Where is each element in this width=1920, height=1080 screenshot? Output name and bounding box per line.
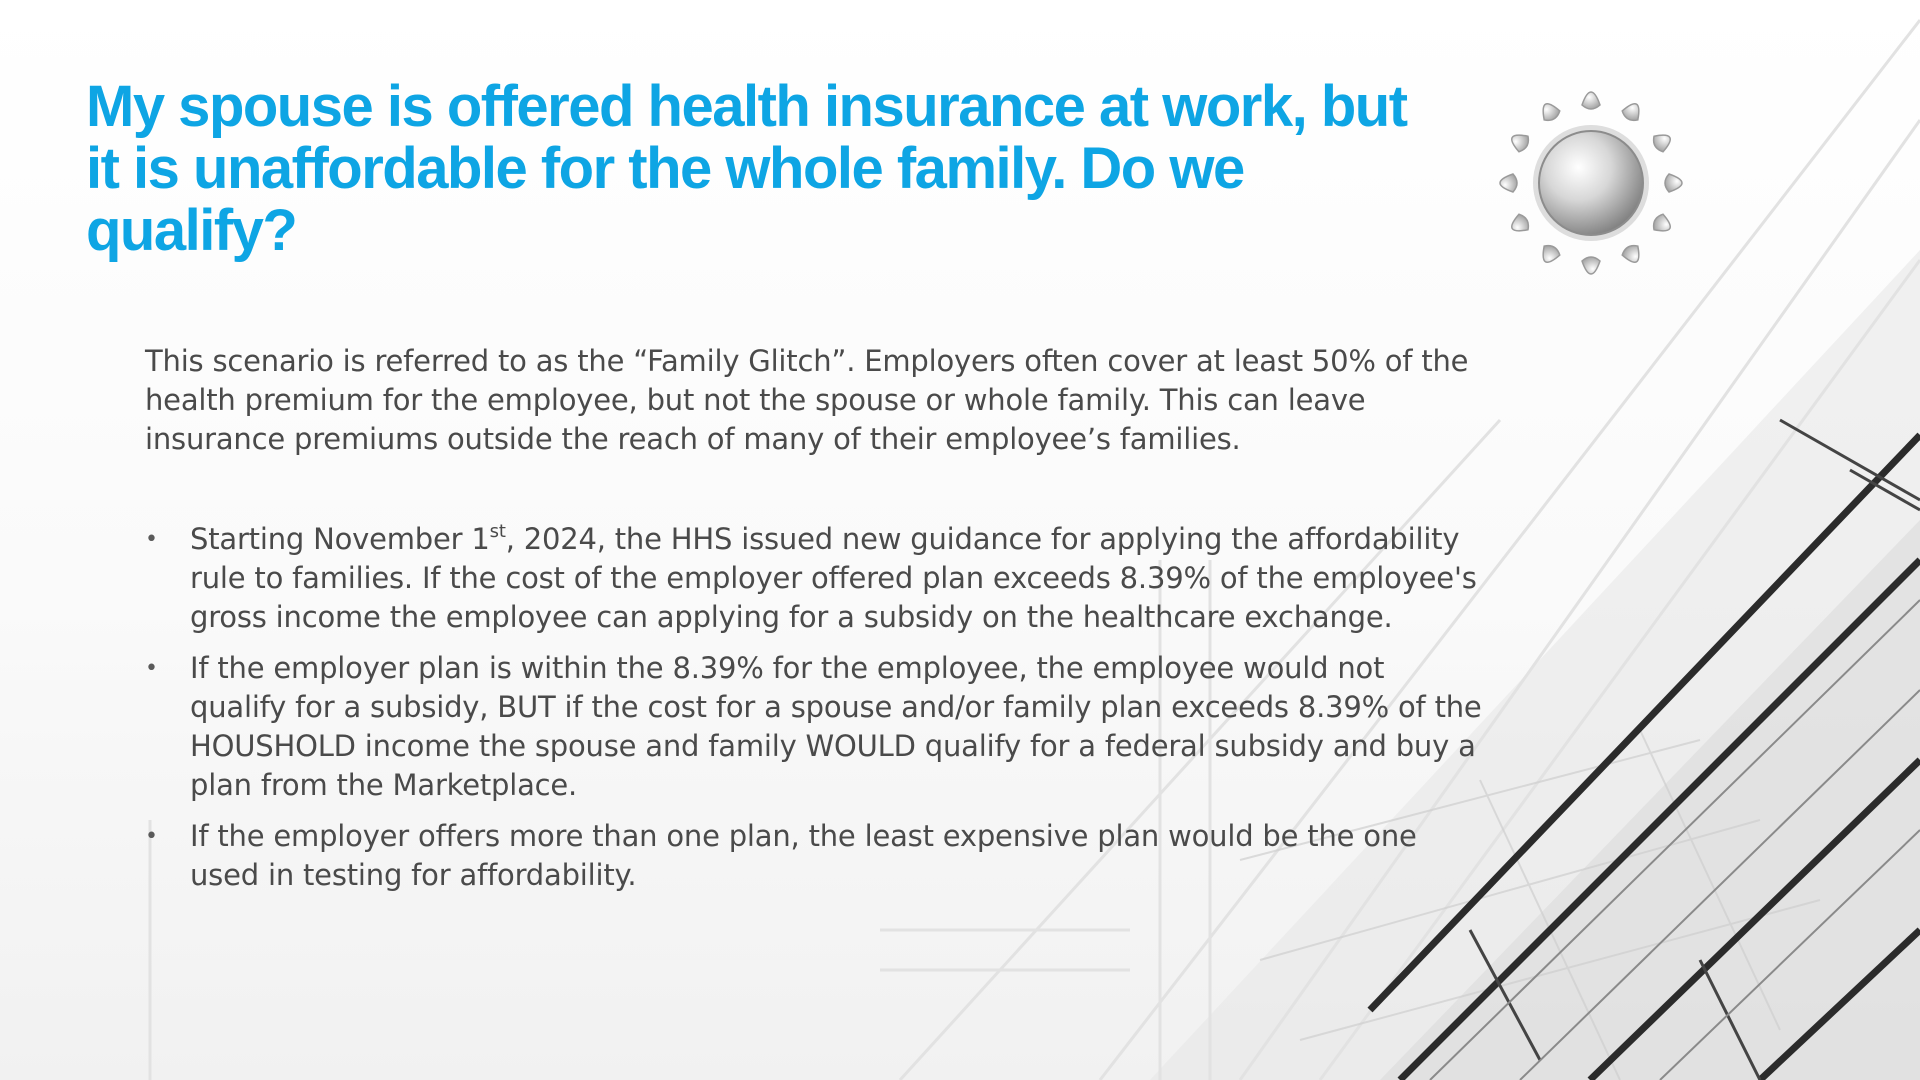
bullet-text — [190, 522, 1477, 634]
bullet-text: If the employer plan is within the 8.39% for the employee, the employee would not qualify for a subsidy, BUT if the cost for a spouse and/or family plan exceeds 8.39% of the HOUSHOLD income the spouse and family WOULD qualify for a federal subsidy and buy a plan from the Marketplace. — [190, 651, 1482, 802]
bullet-list — [145, 520, 1485, 895]
bullet-text: If the employer offers more than one plan, the least expensive plan would be the one used in testing for affordability. — [190, 819, 1417, 892]
bullet-marker: • — [145, 656, 158, 681]
sun-icon — [1486, 78, 1696, 288]
bullet-text-start: Starting November 1 — [190, 522, 490, 556]
bullet-item — [145, 817, 1485, 895]
intro-paragraph: This scenario is referred to as the “Family Glitch”. Employers often cover at least 50% of the health premium for the employee, but not the spouse or whole family. This can leave insurance premiums outside the reach of many of their employee’s families. — [145, 344, 1469, 456]
bullet-item — [145, 520, 1485, 637]
bullet-marker: • — [145, 527, 158, 552]
bullet-marker: • — [145, 824, 158, 849]
bullet-item — [145, 649, 1485, 805]
bullet-text-rest: , 2024, the HHS issued new guidance for applying the affordability rule to families. If the cost of the employer offered plan exceeds 8.39% of the employee's gross income the employee can applying for a subsidy on the healthcare exchange. — [190, 522, 1477, 634]
slide-title: My spouse is offered health insurance at work, but it is unaffordable for the whole family. Do we qualify? — [86, 74, 1407, 263]
slide-body — [145, 342, 1485, 907]
ordinal-superscript: st — [489, 521, 506, 542]
